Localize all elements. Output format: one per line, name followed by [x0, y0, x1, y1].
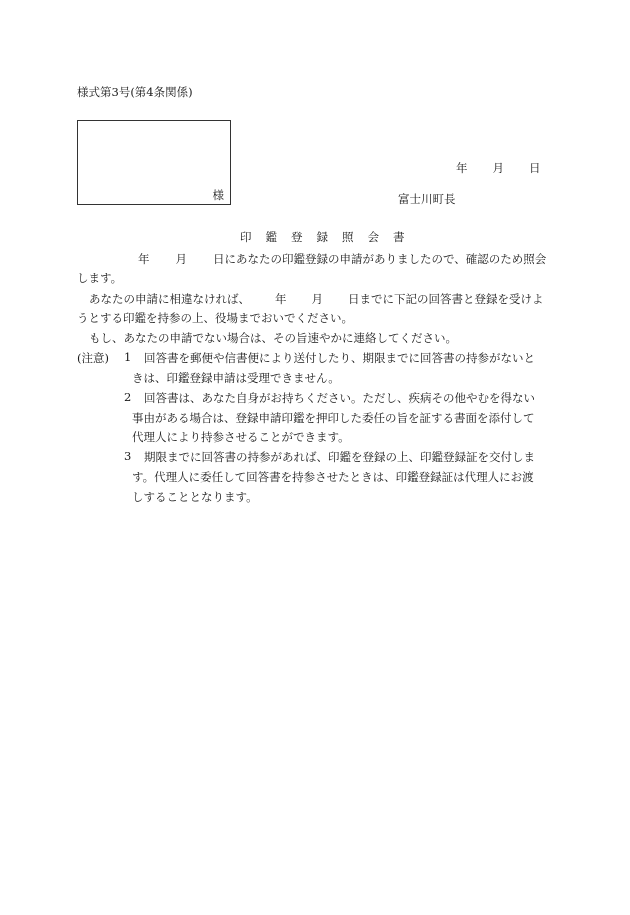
note-1-line-2: きは、印鑑登録申請は受理できません。 [132, 371, 340, 385]
issuer-name: 富士川町長 [398, 192, 456, 206]
note-2-number: 2 [124, 390, 132, 404]
p2-month: 月 [311, 292, 323, 306]
note-1-number: 1 [124, 350, 132, 364]
p1-text: 日にあなたの印鑑登録の申請がありましたので、確認のため照会 [213, 252, 547, 266]
note-3-number: 3 [124, 449, 132, 463]
note-2-line-3: 代理人により持参させることができます。 [132, 430, 350, 444]
recipient-address-box [77, 120, 231, 205]
note-1-line-1: 回答書を郵便や信書便により送付したり、期限までに回答書の持参がないと [144, 351, 535, 365]
form-number: 様式第3号(第4条関係) [77, 85, 193, 99]
p2-text-start: あなたの申請に相違なければ、 [89, 292, 250, 306]
paragraph-2-line-2: うとする印鑑を持参の上、役場までおいでください。 [77, 311, 353, 325]
document-title: 印鑑登録照会書 [240, 230, 419, 244]
paragraph-1-line-2: します。 [77, 271, 123, 285]
note-3-line-3: しすることとなります。 [132, 490, 258, 504]
issue-date [456, 160, 541, 176]
paragraph-1-line-1 [138, 251, 546, 267]
recipient-honorific: 様 [212, 188, 224, 202]
p2-year: 年 [275, 292, 287, 306]
notes-label: (注意) [77, 351, 109, 365]
p2-text-end: 日までに下記の回答書と登録を受けよ [348, 292, 544, 306]
note-2-line-2: 事由がある場合は、登録申請印鑑を押印した委任の旨を証する書面を添付して [132, 411, 535, 425]
note-2-line-1: 回答書は、あなた自身がお持ちください。ただし、疾病その他やむを得ない [144, 391, 535, 405]
issue-date-month: 月 [492, 161, 504, 175]
note-3-line-1: 期限までに回答書の持参があれば、印鑑を登録の上、印鑑登録証を交付しま [144, 450, 535, 464]
paragraph-3: もし、あなたの申請でない場合は、その旨速やかに連絡してください。 [89, 331, 457, 345]
issue-date-day: 日 [529, 161, 541, 175]
paragraph-2-line-1 [89, 291, 544, 307]
note-3-line-2: す。代理人に委任して回答書を持参させたときは、印鑑登録証は代理人にお渡 [132, 470, 534, 484]
issue-date-year: 年 [456, 161, 468, 175]
p1-month: 月 [175, 252, 187, 266]
p1-year: 年 [138, 252, 150, 266]
